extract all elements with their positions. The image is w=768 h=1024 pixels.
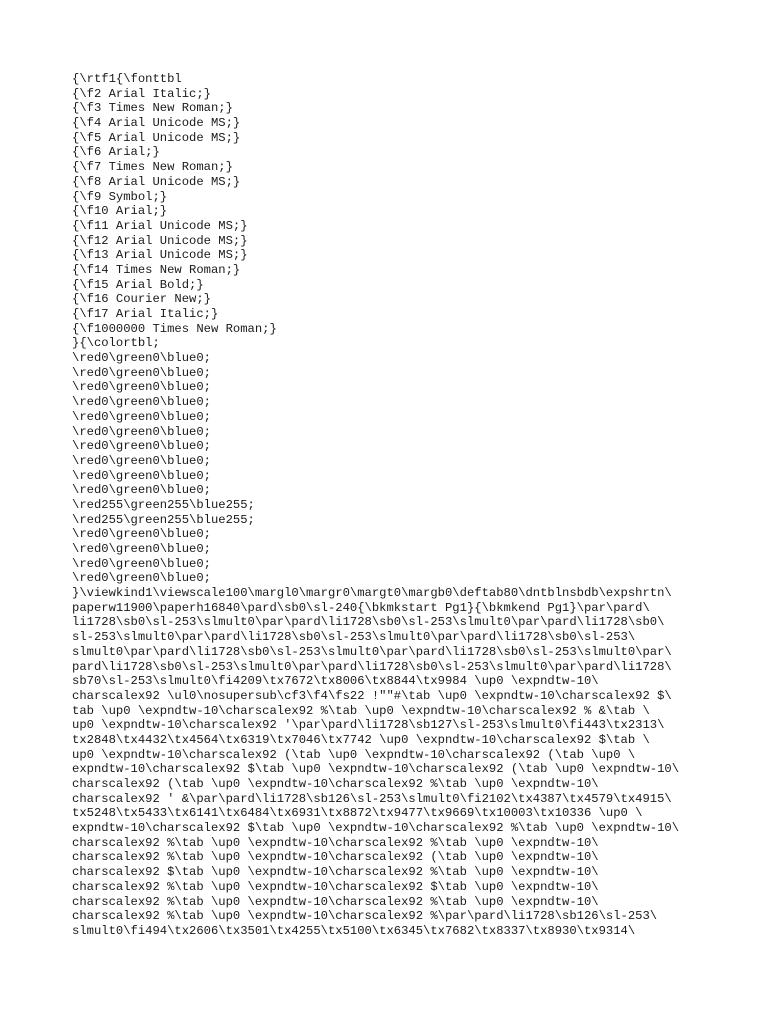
code-line: {\f9 Symbol;} [72, 189, 168, 204]
code-line: charscalex92 \ul0\nosupersub\cf3\f4\fs22 !""#\tab \up0 \expndtw-10\charscalex92 $\ [72, 688, 672, 703]
code-line: {\f17 Arial Italic;} [72, 307, 219, 321]
code-line: charscalex92 %\tab \up0 \expndtw-10\charscalex92 %\tab \up0 \expndtw-10\ [72, 835, 599, 850]
code-line: {\f4 Arial Unicode MS;} [72, 116, 241, 131]
code-line: {\f13 Arial Unicode MS;} [72, 248, 248, 263]
code-line: slmult0\fi494\tx2606\tx3501\tx4255\tx5100\tx6345\tx7682\tx8337\tx8930\tx9314\ [72, 923, 636, 938]
code-line: {\f2 Arial Italic;} [72, 86, 211, 101]
code-line: sb70\sl-253\slmult0\fi4209\tx7672\tx8006\tx8844\tx9984 \up0 \expndtw-10\ [72, 674, 599, 689]
code-line: {\f3 Times New Roman;} [72, 101, 233, 116]
code-line: {\f1000000 Times New Roman;} [72, 321, 277, 336]
code-line: tx2848\tx4432\tx4564\tx6319\tx7046\tx7742 \up0 \expndtw-10\charscalex92 $\tab \ [72, 732, 650, 747]
code-line: {\f16 Courier New;} [72, 292, 211, 307]
code-line: li1728\sb0\sl-253\slmult0\par\pard\li1728\sb0\sl-253\slmult0\par\pard\li1728\sb0\ [72, 615, 665, 630]
code-line: \red0\green0\blue0; [72, 395, 211, 410]
code-line: \red0\green0\blue0; [72, 439, 211, 454]
code-line: \red0\green0\blue0; [72, 483, 211, 498]
code-line: charscalex92 %\tab \up0 \expndtw-10\charscalex92 (\tab \up0 \expndtw-10\ [72, 850, 599, 865]
code-line: up0 \expndtw-10\charscalex92 (\tab \up0 \expndtw-10\charscalex92 (\tab \up0 \ [72, 747, 636, 762]
code-line: sl-253\slmult0\par\pard\li1728\sb0\sl-253\slmult0\par\pard\li1728\sb0\sl-253\ [72, 630, 636, 645]
code-line: {\f12 Arial Unicode MS;} [72, 233, 248, 248]
code-line: \red255\green255\blue255; [72, 512, 255, 527]
code-line: {\f11 Arial Unicode MS;} [72, 218, 248, 233]
code-line: tab \up0 \expndtw-10\charscalex92 %\tab \up0 \expndtw-10\charscalex92 % &\tab \ [72, 703, 650, 718]
code-line: slmult0\par\pard\li1728\sb0\sl-253\slmult0\par\pard\li1728\sb0\sl-253\slmult0\par\ [72, 644, 672, 659]
code-line: }{\colortbl; [72, 336, 160, 351]
code-line: {\f14 Times New Roman;} [72, 262, 241, 277]
code-line: tx5248\tx5433\tx6141\tx6484\tx6931\tx8872\tx9477\tx9669\tx10003\tx10336 \up0 \ [72, 806, 643, 821]
code-line: charscalex92 $\tab \up0 \expndtw-10\charscalex92 %\tab \up0 \expndtw-10\ [72, 865, 599, 880]
code-line: {\f8 Arial Unicode MS;} [72, 174, 241, 189]
rtf-source-page [72, 72, 712, 939]
code-line: {\f15 Arial Bold;} [72, 277, 204, 292]
code-line: pard\li1728\sb0\sl-253\slmult0\par\pard\li1728\sb0\sl-253\slmult0\par\pard\li1728\ [72, 659, 672, 674]
code-line: up0 \expndtw-10\charscalex92 '\par\pard\li1728\sb127\sl-253\slmult0\fi443\tx2313\ [72, 718, 665, 733]
code-line: \red0\green0\blue0; [72, 571, 211, 586]
code-line: \red0\green0\blue0; [72, 424, 211, 439]
code-line: \red0\green0\blue0; [72, 527, 211, 542]
code-line: \red0\green0\blue0; [72, 556, 211, 571]
code-line: }\viewkind1\viewscale100\margl0\margr0\margt0\margb0\deftab80\dntblnsbdb\expshrtn\ [72, 586, 672, 601]
code-line: charscalex92 ' &\par\pard\li1728\sb126\sl-253\slmult0\fi2102\tx4387\tx4579\tx4915\ [72, 791, 672, 806]
code-line: \red0\green0\blue0; [72, 380, 211, 395]
code-line: charscalex92 (\tab \up0 \expndtw-10\charscalex92 %\tab \up0 \expndtw-10\ [72, 777, 599, 791]
code-line: charscalex92 %\tab \up0 \expndtw-10\charscalex92 %\tab \up0 \expndtw-10\ [72, 894, 599, 909]
code-line: expndtw-10\charscalex92 $\tab \up0 \expndtw-10\charscalex92 %\tab \up0 \expndtw-10\ [72, 821, 680, 836]
code-line: {\f10 Arial;} [72, 204, 168, 219]
code-line: \red0\green0\blue0; [72, 468, 211, 483]
code-line: \red0\green0\blue0; [72, 453, 211, 468]
code-line: {\rtf1{\fonttbl [72, 72, 182, 86]
code-line: paperw11900\paperh16840\pard\sb0\sl-240{\bkmkstart Pg1}{\bkmkend Pg1}\par\pard\ [72, 600, 650, 615]
code-line: \red0\green0\blue0; [72, 409, 211, 424]
code-line: \red255\green255\blue255; [72, 497, 255, 512]
code-line: {\f5 Arial Unicode MS;} [72, 130, 241, 145]
code-line: charscalex92 %\tab \up0 \expndtw-10\charscalex92 $\tab \up0 \expndtw-10\ [72, 879, 599, 894]
code-line: charscalex92 %\tab \up0 \expndtw-10\charscalex92 %\par\pard\li1728\sb126\sl-253\ [72, 909, 658, 924]
code-line: {\f7 Times New Roman;} [72, 160, 233, 175]
code-line: \red0\green0\blue0; [72, 351, 211, 366]
code-line: \red0\green0\blue0; [72, 542, 211, 556]
code-line: expndtw-10\charscalex92 $\tab \up0 \expndtw-10\charscalex92 (\tab \up0 \expndtw-10\ [72, 762, 680, 777]
code-line: {\f6 Arial;} [72, 145, 160, 160]
rtf-code-block [72, 72, 712, 939]
code-line: \red0\green0\blue0; [72, 365, 211, 380]
